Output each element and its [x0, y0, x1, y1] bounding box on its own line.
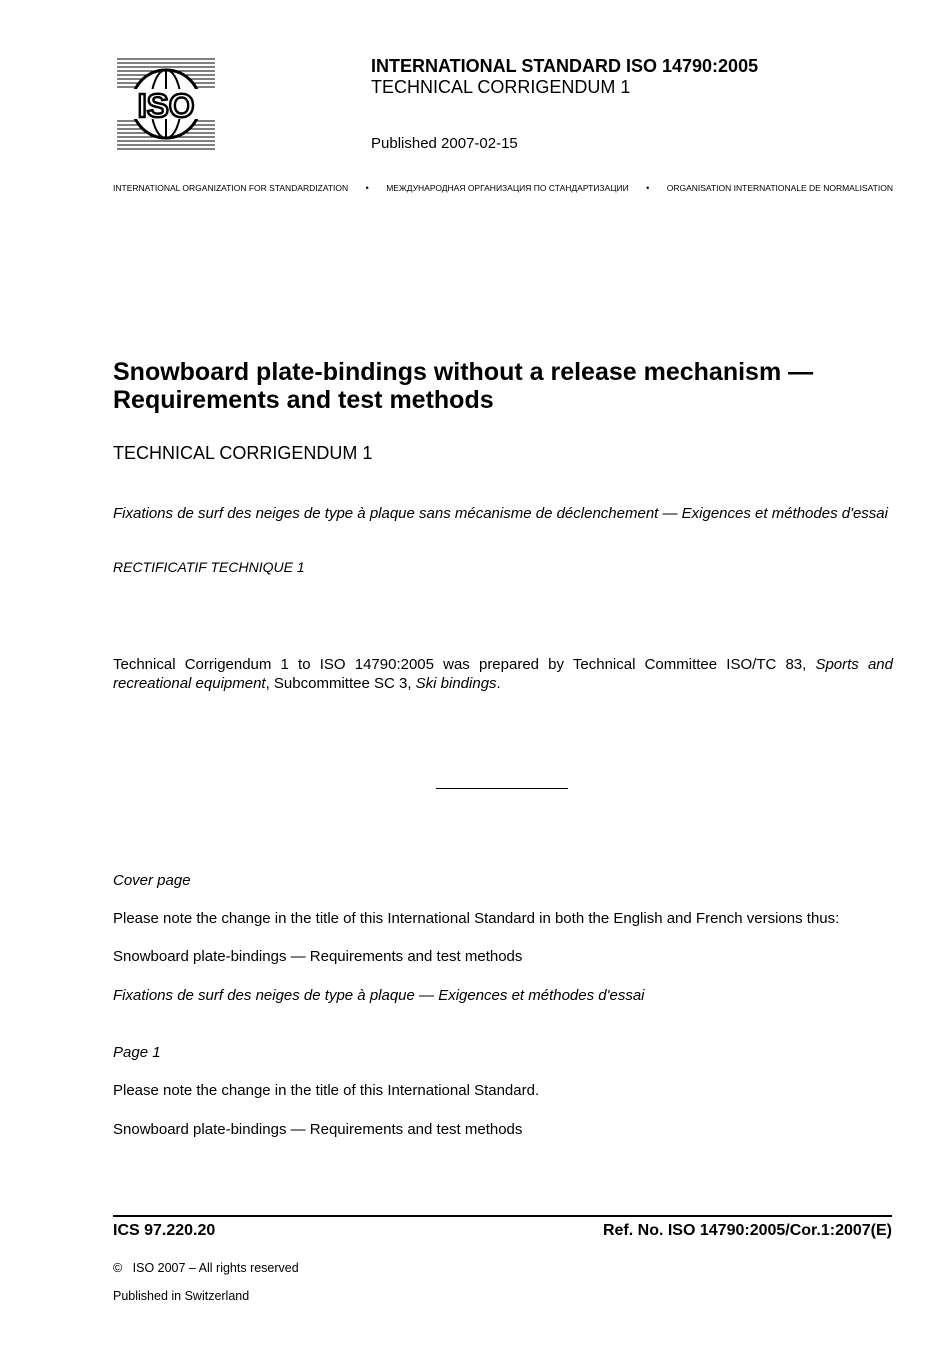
section-heading-page-1: Page 1 — [113, 1044, 161, 1061]
preparation-text: Technical Corrigendum 1 to ISO 14790:2005 was prepared by Technical Committee ISO/TC 83, — [113, 656, 816, 673]
standard-title: INTERNATIONAL STANDARD ISO 14790:2005 — [371, 56, 759, 76]
copyright-icon: © — [113, 1261, 123, 1275]
french-title: Fixations de surf des neiges de type à plaque sans mécanisme de déclenchement — Exigences et méthodes d'essai — [113, 505, 888, 522]
document-title-line1: Snowboard plate-bindings without a release mechanism — — [113, 358, 814, 386]
subcommittee-name: Ski bindings — [415, 674, 497, 692]
separator-dot: • — [646, 183, 650, 193]
copyright-text: ISO 2007 – All rights reserved — [132, 1261, 299, 1275]
document-title-line2: Requirements and test methods — [113, 386, 494, 414]
english-title-change: Snowboard plate-bindings — Requirements and test methods — [113, 1121, 523, 1138]
preparation-text: . — [496, 674, 501, 692]
published-date: Published 2007-02-15 — [371, 135, 518, 152]
preparation-text: , Subcommittee SC 3, — [265, 674, 416, 692]
iso-logo — [117, 57, 215, 151]
section-note: Please note the change in the title of this International Standard in both the English and French versions thus: — [113, 910, 840, 927]
ics-code: ICS 97.220.20 — [113, 1222, 216, 1239]
preparation-statement — [113, 656, 893, 693]
org-name-fr: ORGANISATION INTERNATIONALE DE NORMALISATION — [666, 183, 893, 193]
copyright-notice — [113, 1261, 299, 1275]
organization-names — [113, 183, 893, 193]
reference-number: Ref. No. ISO 14790:2005/Cor.1:2007(E) — [602, 1222, 892, 1239]
document-title — [113, 358, 893, 414]
separator-dot: • — [365, 183, 369, 193]
french-title-change: Fixations de surf des neiges de type à plaque — Exigences et méthodes d'essai — [113, 987, 645, 1004]
section-divider — [436, 788, 568, 789]
french-corrigendum: RECTIFICATIF TECHNIQUE 1 — [113, 559, 305, 575]
org-name-ru: МЕЖДУНАРОДНАЯ ОРГАНИЗАЦИЯ ПО СТАНДАРТИЗАЦИИ — [386, 183, 629, 193]
corrigendum-label: TECHNICAL CORRIGENDUM 1 — [371, 77, 631, 97]
org-name-en: INTERNATIONAL ORGANIZATION FOR STANDARDIZATION — [113, 183, 349, 193]
section-heading-cover-page: Cover page — [113, 872, 191, 889]
english-title-change: Snowboard plate-bindings — Requirements and test methods — [113, 948, 523, 965]
footer-rule — [113, 1215, 892, 1217]
committee-name: Sports and recreational equipment — [113, 656, 893, 692]
section-note: Please note the change in the title of this International Standard. — [113, 1082, 540, 1099]
iso-logo-text: ISO — [137, 87, 195, 124]
technical-corrigendum-heading: TECHNICAL CORRIGENDUM 1 — [113, 443, 373, 463]
published-in: Published in Switzerland — [113, 1289, 250, 1303]
